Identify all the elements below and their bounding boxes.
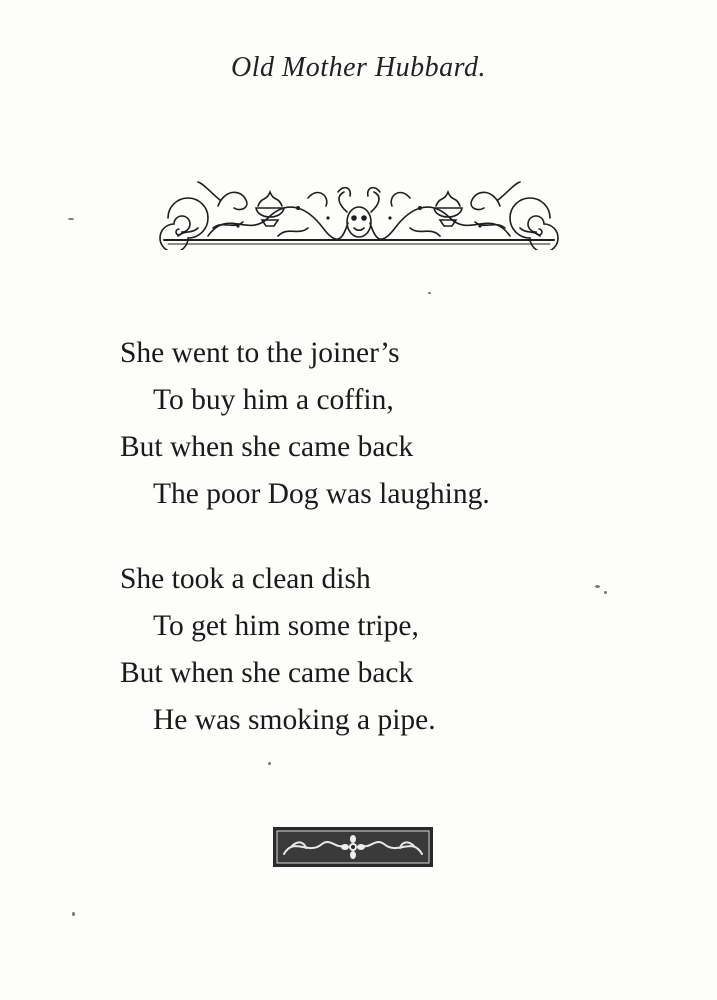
paper-speck: [428, 292, 431, 294]
stanza-1-line-2: To buy him a coffin,: [153, 384, 394, 416]
page-title: Old Mother Hubbard.: [230, 52, 486, 83]
headpiece-ornament: [158, 178, 560, 250]
paper-speck: [268, 762, 271, 765]
stanza-1-line-1: She went to the joiner’s: [120, 337, 400, 369]
stanza-1-line-4: The poor Dog was laughing.: [153, 478, 490, 510]
stanza-1: [120, 330, 490, 518]
tailpiece-ornament: [272, 826, 434, 868]
paper-speck: [68, 218, 74, 220]
paper-speck: [72, 912, 75, 916]
stanza-1-line-3: But when she came back: [120, 431, 414, 463]
stanza-2: [120, 556, 436, 744]
stanza-2-line-3: But when she came back: [120, 657, 414, 689]
stanza-2-line-4: He was smoking a pipe.: [153, 704, 436, 736]
stanza-2-line-1: She took a clean dish: [120, 563, 371, 595]
paper-speck: [595, 585, 600, 588]
paper-speck: [604, 591, 607, 594]
stanza-2-line-2: To get him some tripe,: [153, 610, 419, 642]
